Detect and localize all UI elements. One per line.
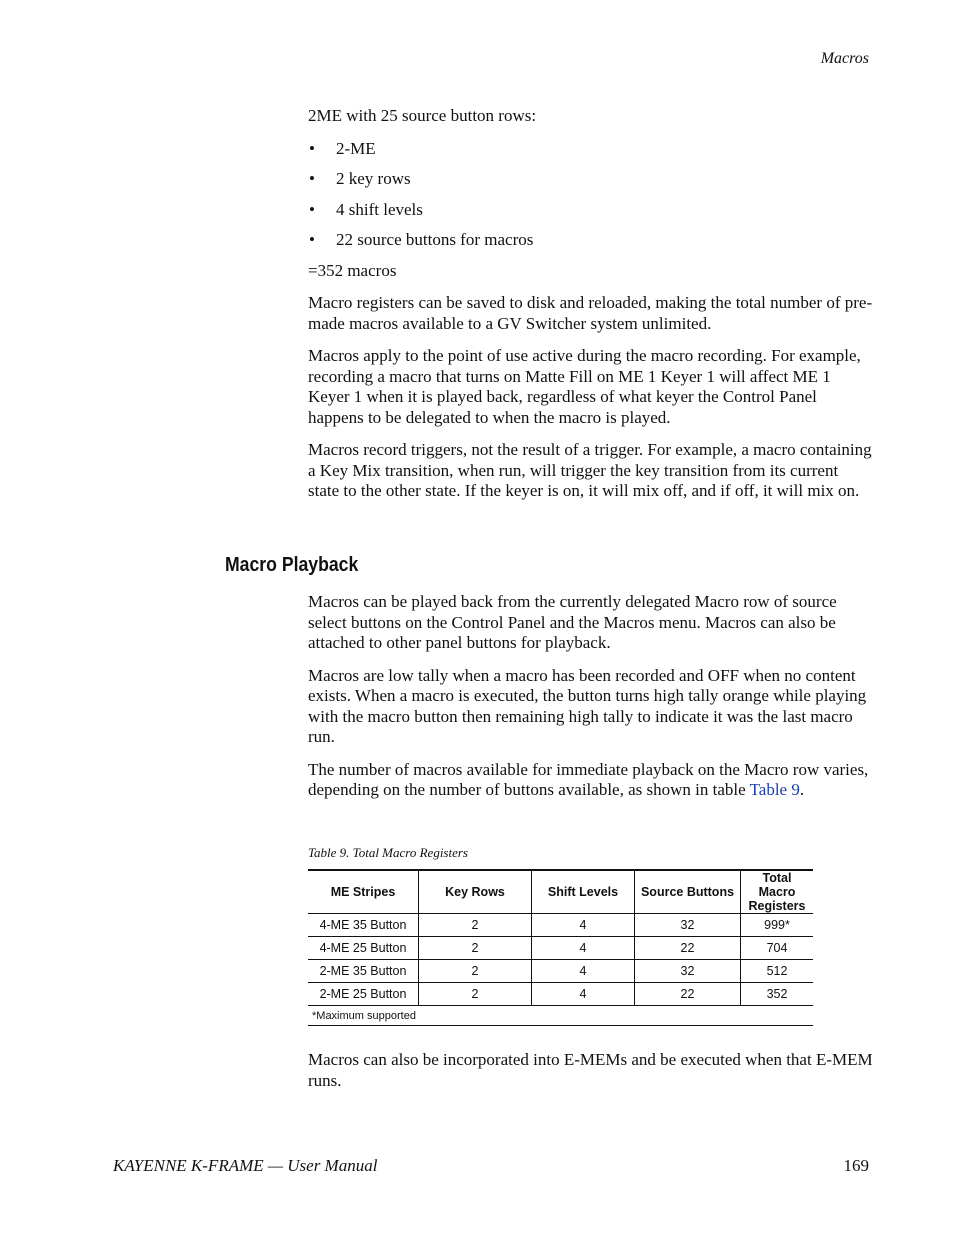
column-header: Shift Levels — [532, 870, 635, 914]
table-cell: 32 — [635, 914, 741, 937]
bullet-item: • 2-ME — [309, 138, 376, 158]
paragraph: Macros record triggers, not the result of a trigger. For example, a macro containing a Key Mix transition, when run, will trigger the key transition from its current state to the other state. If the keyer is on, it will mix off, and if off, it will mix on. — [308, 440, 872, 500]
bullet-item: • 22 source buttons for macros — [309, 230, 534, 249]
table-cell: 2-ME 35 Button — [308, 960, 419, 983]
table-cell: 22 — [635, 937, 741, 960]
paragraph: Macros are low tally when a macro has been recorded and OFF when no content exists. When a macro is executed, the button turns high tally orange while playing with the macro button then remaining high tally to indicate it was the last macro run. — [308, 665, 867, 746]
table-cell: 4-ME 35 Button — [308, 914, 419, 937]
table-row — [308, 937, 813, 960]
table-cell: 4 — [532, 914, 635, 937]
table-cell: 999* — [741, 914, 814, 937]
bullet-icon: • — [309, 230, 315, 249]
table-cell: 4 — [532, 937, 635, 960]
column-header: Key Rows — [419, 870, 532, 914]
table-cell: 512 — [741, 960, 814, 983]
running-header: Macros — [820, 50, 869, 67]
macro-registers-table — [308, 869, 813, 1026]
table-cell: 4 — [532, 960, 635, 983]
column-header: Total Macro Registers — [741, 870, 814, 914]
paragraph: Macros can also be incorporated into E-MEMs and be executed when that E-MEM runs. — [308, 1050, 873, 1090]
table-cell: 2 — [419, 914, 532, 937]
table-caption: Table 9. Total Macro Registers — [308, 845, 468, 860]
table-header-row — [308, 870, 813, 914]
paragraph: Macros apply to the point of use active during the macro recording. For example, recording a macro that turns on Matte Fill on ME 1 Keyer 1 will affect ME 1 Keyer 1 when it is played back, regardless of what keyer the Control Panel happens to be delegated to when the macro is played. — [308, 346, 861, 427]
bullet-icon: • — [309, 169, 315, 188]
bullet-icon: • — [309, 199, 315, 219]
paragraph: Macro registers can be saved to disk and reloaded, making the total number of pre-made macros available to a GV Switcher system unlimited. — [308, 293, 873, 333]
table-reference-paragraph: The number of macros available for immediate playback on the Macro row varies, depending on the number of buttons available, as shown in table Table 9. — [308, 759, 869, 799]
section-heading: Macro Playback — [225, 553, 359, 576]
intro-lead: 2ME with 25 source button rows: — [308, 106, 537, 125]
table-cell: 2 — [419, 960, 532, 983]
table-cell: 704 — [741, 937, 814, 960]
table-footnote: *Maximum supported — [308, 1006, 813, 1026]
column-header: ME Stripes — [308, 870, 419, 914]
table-cell: 4 — [532, 983, 635, 1006]
table-cell: 2 — [419, 937, 532, 960]
bullet-icon: • — [309, 138, 315, 158]
table-cell: 2-ME 25 Button — [308, 983, 419, 1006]
playback-section — [308, 592, 873, 813]
table-footnote-row — [308, 1006, 813, 1026]
bullet-item: • 2 key rows — [309, 169, 411, 188]
column-header: Source Buttons — [635, 870, 741, 914]
bullet-item: • 4 shift levels — [309, 199, 423, 219]
table-cell: 352 — [741, 983, 814, 1006]
table-cell: 32 — [635, 960, 741, 983]
page-number: 169 — [843, 1156, 869, 1175]
table-row — [308, 960, 813, 983]
table-row — [308, 983, 813, 1006]
table-9-link[interactable]: Table 9 — [749, 780, 800, 799]
table-row — [308, 914, 813, 937]
table-cell: 22 — [635, 983, 741, 1006]
macro-total: =352 macros — [308, 260, 397, 280]
paragraph: Macros can be played back from the currently delegated Macro row of source select buttons on the Control Panel and the Macros menu. Macros can also be attached to other panel buttons for playback. — [308, 592, 837, 652]
table-cell: 4-ME 25 Button — [308, 937, 419, 960]
footer-manual-title: KAYENNE K-FRAME — User Manual — [113, 1156, 378, 1175]
intro-section — [308, 106, 873, 514]
bullet-list — [308, 139, 873, 251]
table-cell: 2 — [419, 983, 532, 1006]
closing-section — [308, 1050, 873, 1091]
